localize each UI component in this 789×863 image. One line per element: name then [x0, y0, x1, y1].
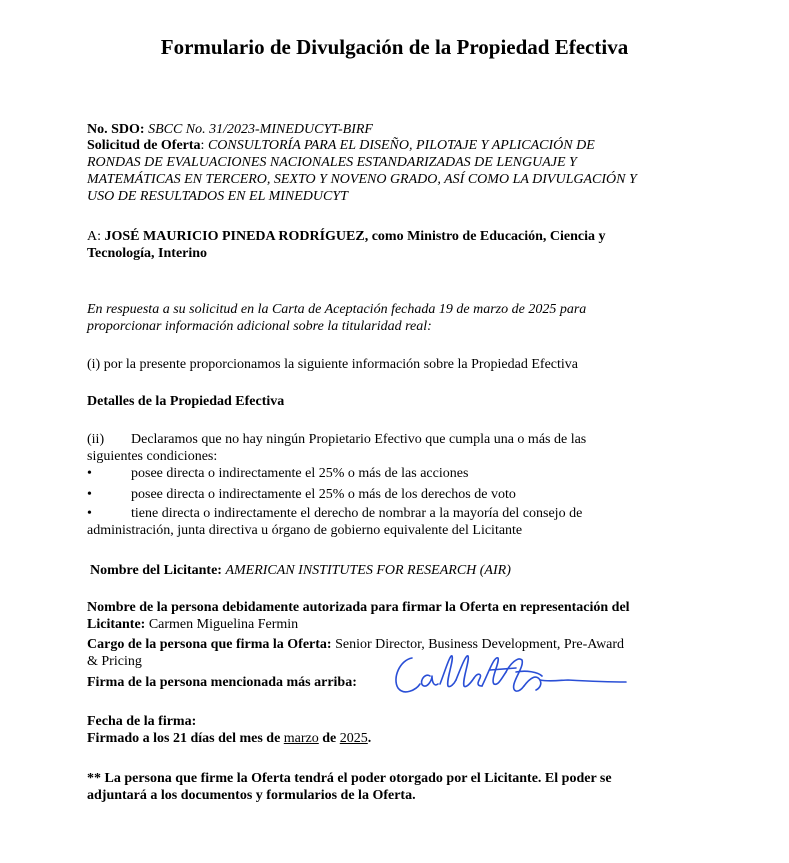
page-title: Formulario de Divulgación de la Propiedad Efectiva	[160, 35, 629, 59]
licitante-line	[90, 562, 511, 579]
sdo-label: No. SDO:	[87, 122, 145, 137]
item-ii-marker: (ii)	[87, 432, 105, 447]
fecha-prefix: Firmado a los 21 días del mes de	[87, 731, 281, 746]
cargo-label: Cargo de la persona que firma la Oferta:	[87, 637, 332, 652]
signer-name: Carmen Miguelina Fermin	[148, 617, 299, 632]
solicitud-line-1: Solicitud de Oferta: CONSULTORÍA PARA EL DISEÑO, PILOTAJE Y APLICACIÓN DE	[87, 138, 595, 153]
cargo-line-2: & Pricing	[87, 654, 142, 669]
bullet-icon: •	[87, 466, 92, 481]
recipient-prefix: A:	[87, 229, 105, 244]
authorized-label: Licitante:	[87, 617, 146, 632]
recipient-line-2: Tecnología, Interino	[87, 246, 208, 261]
item-ii-line-1: Declaramos que no hay ningún Propietario Efectivo que cumpla una o más de las	[131, 432, 587, 447]
fecha-end: .	[367, 731, 372, 746]
fecha-line	[87, 730, 371, 747]
sdo-line	[87, 121, 373, 138]
bullet-text-1: posee directa o indirectamente el 25% o más de las acciones	[131, 466, 469, 481]
fecha-month: marzo	[283, 731, 319, 746]
authorized-line-1: Nombre de la persona debidamente autorizada para firmar la Oferta en representación del	[87, 600, 630, 615]
bullet-icon: •	[87, 487, 92, 502]
note-line-2: adjuntará a los documentos y formularios de la Oferta.	[87, 788, 416, 803]
fecha-de: de	[322, 731, 337, 746]
licitante-label: Nombre del Licitante:	[90, 563, 222, 578]
authorized-line-2	[87, 616, 298, 633]
solicitud-label: Solicitud de Oferta	[87, 138, 201, 153]
solicitud-value-1: CONSULTORÍA PARA EL DISEÑO, PILOTAJE Y APLICACIÓN DE	[207, 138, 595, 153]
licitante-value: AMERICAN INSTITUTES FOR RESEARCH (AIR)	[225, 563, 511, 578]
note-line-1: ** La persona que firme la Oferta tendrá el poder otorgado por el Licitante. El poder se	[87, 771, 612, 786]
bullet-text-2: posee directa o indirectamente el 25% o más de los derechos de voto	[131, 487, 516, 502]
solicitud-value-3: MATEMÁTICAS EN TERCERO, SEXTO Y NOVENO GRADO, ASÍ COMO LA DIVULGACIÓN Y	[87, 172, 637, 187]
response-line-2: proporcionar información adicional sobre la titularidad real:	[87, 319, 432, 334]
recipient-name: JOSÉ MAURICIO PINEDA RODRÍGUEZ, como Ministro de Educación, Ciencia y	[104, 229, 606, 244]
recipient-line-1	[87, 228, 606, 245]
solicitud-value-4: USO DE RESULTADOS EN EL MINEDUCYT	[87, 189, 348, 204]
fecha-label: Fecha de la firma:	[87, 714, 197, 729]
solicitud-value-2: RONDAS DE EVALUACIONES NACIONALES ESTANDARIZADAS DE LENGUAJE Y	[87, 155, 577, 170]
response-line-1: En respuesta a su solicitud en la Carta de Aceptación fechada 19 de marzo de 2025 para	[87, 302, 587, 317]
sdo-value: SBCC No. 31/2023-MINEDUCYT-BIRF	[148, 122, 373, 137]
item-ii-line-2: siguientes condiciones:	[87, 449, 218, 464]
cargo-value-1: Senior Director, Business Development, Pre-Award	[335, 637, 625, 652]
bullet-text-3-cont: administración, junta directiva u órgano de gobierno equivalente del Licitante	[87, 523, 523, 538]
details-heading: Detalles de la Propiedad Efectiva	[87, 394, 285, 409]
bullet-text-3: tiene directa o indirectamente el derecho de nombrar a la mayoría del consejo de	[131, 506, 583, 521]
firma-label: Firma de la persona mencionada más arriba:	[87, 675, 357, 690]
bullet-icon: •	[87, 506, 92, 521]
signature-image	[390, 650, 630, 698]
item-i: (i) por la presente proporcionamos la siguiente información sobre la Propiedad Efectiva	[87, 357, 578, 372]
fecha-year: 2025	[339, 731, 368, 746]
